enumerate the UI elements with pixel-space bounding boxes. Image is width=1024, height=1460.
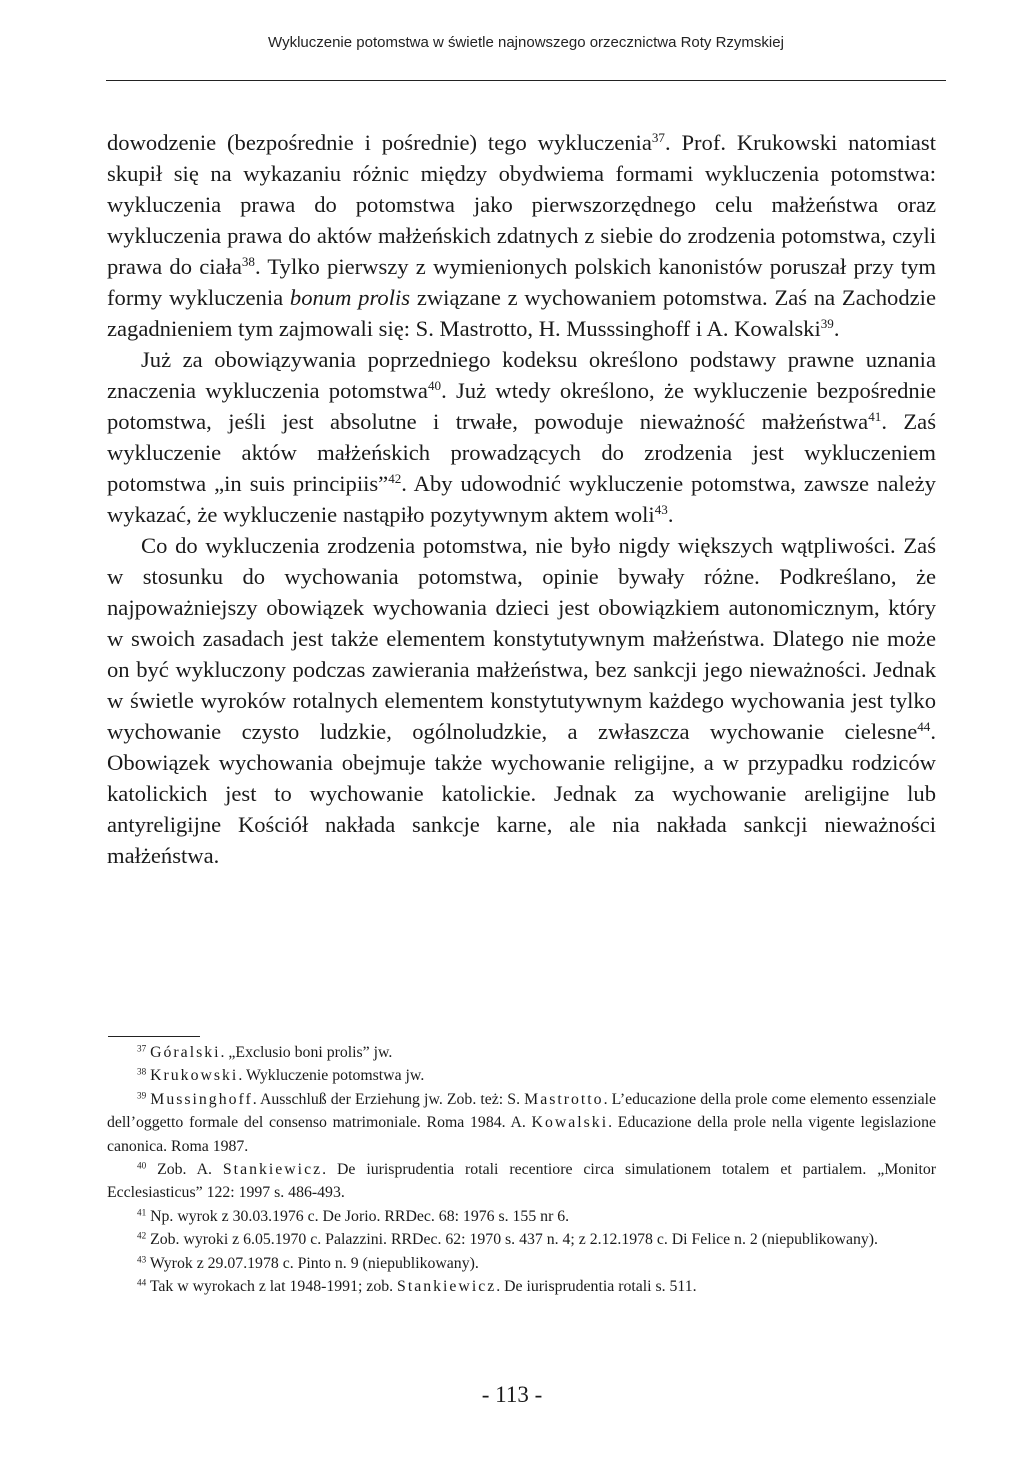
footnotes <box>107 1041 936 1298</box>
text-run: . <box>667 502 674 527</box>
paragraph-1 <box>107 127 936 344</box>
footnote-number: 42 <box>137 1230 147 1241</box>
footnote-text: . Ausschluß der Erziehung jw. Zob. też: S. <box>252 1090 525 1108</box>
text-run: . Już wtedy określono, że wykluczenie bezpośrednie potomstwa, jeśli jest absolutne i trwałe, powoduje nieważność małżeństwa <box>107 378 936 434</box>
footnote-text: Zob. wyroki z 6.05.1970 c. Palazzini. RRDec. 62: 1970 s. 437 n. 4; z 2.12.1978 c. Di Felice n. 2 (niepublikowany). <box>150 1231 878 1249</box>
footnote-text: . „Exclusio boni prolis” jw. <box>220 1044 393 1061</box>
text-run: dowodzenie (bezpośrednie i pośrednie) tego wykluczenia <box>107 130 652 155</box>
footnote-41 <box>107 1205 936 1228</box>
footnote-ref-44: 44 <box>917 718 931 734</box>
text-run: . Tylko pierwszy z wymienionych polskich kanonistów poruszał przy tym formy wykluczenia <box>107 254 936 310</box>
page-number: - 113 - <box>481 1382 543 1407</box>
footnote-author: Mussinghoff <box>150 1090 253 1108</box>
footnote-number: 40 <box>137 1160 147 1171</box>
footnote-number: 43 <box>137 1253 147 1264</box>
footnote-text: . Educazione della prole nella vigente legislazione canonica. Roma 1987. <box>107 1114 936 1155</box>
body-text <box>107 127 936 871</box>
header-rule <box>106 80 946 81</box>
footnote-text: . De iurisprudentia rotali s. 511. <box>496 1278 697 1296</box>
footnote-author: Kowalski <box>531 1114 609 1132</box>
footnote-ref-41: 41 <box>868 408 882 424</box>
footnote-author: Krukowski <box>150 1067 239 1085</box>
footnote-39 <box>107 1088 936 1158</box>
footnote-author: Stankiewicz <box>397 1278 497 1296</box>
footnote-number: 44 <box>137 1277 147 1288</box>
text-run: związane z wychowaniem potomstwa. Zaś na Zachodzie zagadnieniem tym zajmowali się: S. Mastrotto, H. Musssinghoff i A. Kowalski <box>107 285 936 341</box>
footnote-text: Tak w wyrokach z lat 1948-1991; zob. <box>149 1278 398 1296</box>
footnote-42 <box>107 1228 936 1251</box>
footnote-author: Stankiewicz <box>222 1161 323 1179</box>
footnote-number: 41 <box>137 1207 147 1218</box>
footnote-ref-39: 39 <box>820 315 834 331</box>
text-run: Co do wykluczenia zrodzenia potomstwa, nie było nigdy większych wątpliwości. Zaś w stosunku do wychowania potomstwa, opinie bywały różne. Podkreślano, że najpoważniejszy obowiązek wychowania dzieci jest obowiązkiem autonomicznym, który w swoich zasadach jest także elementem konstytutywnym małżeństwa. Dlatego nie może on być wykluczony podczas zawierania małżeństwa, bez sankcji jego nieważności. Jednak w świetle wyroków rotalnych elementem konstytutywnym każdego wychowania jest tylko wychowanie czysto ludzkie, ogólnoludzkie, a zwłaszcza wychowanie cielesne <box>107 533 936 744</box>
text-run: . Aby udowodnić wykluczenie potomstwa, zawsze należy wykazać, że wykluczenie nastąpiło pozytywnym aktem woli <box>107 471 936 527</box>
footnote-number: 39 <box>137 1090 147 1101</box>
text-run: . <box>833 316 840 341</box>
footnote-separator <box>108 1036 200 1037</box>
footnote-text: . L’educazione della prole come elemento essenziale dell’oggetto formale del consenso matrimoniale. Roma 1984. A. <box>107 1090 937 1132</box>
footnote-ref-43: 43 <box>654 501 668 517</box>
paragraph-2 <box>107 344 936 530</box>
footnote-text: . Wykluczenie potomstwa jw. <box>238 1067 425 1085</box>
text-run: Już za obowiązywania poprzedniego kodeksu określono podstawy prawne uznania znaczenia wykluczenia potomstwa <box>107 347 936 403</box>
footnote-40 <box>107 1158 936 1205</box>
footnote-ref-38: 38 <box>241 253 255 269</box>
footnote-author: Mastrotto <box>524 1090 604 1108</box>
text-run: . Prof. Krukowski natomiast skupił się na wykazaniu różnic między obydwiema formami wykluczenia potomstwa: wykluczenia prawa do potomstwa jako pierwszorzędnego celu małżeństwa oraz wykluczenia prawa do aktów małżeńskich zdatnych z siebie do zrodzenia potomstwa, czyli prawa do ciała <box>107 130 936 279</box>
text-run: . Obowiązek wychowania obejmuje także wychowanie religijne, a w przypadku rodziców katolickich jest to wychowanie katolickie. Jednak za wychowanie areligijne lub antyreligijne Kościół nakłada sankcje karne, ale nia nakłada sankcji nieważności małżeństwa. <box>107 719 936 868</box>
footnote-text: Wyrok z 29.07.1978 c. Pinto n. 9 (niepublikowany). <box>149 1254 479 1272</box>
footnote-ref-40: 40 <box>427 377 442 393</box>
footnote-ref-42: 42 <box>388 470 402 486</box>
footnote-44 <box>107 1275 936 1298</box>
footnote-ref-37: 37 <box>651 129 665 145</box>
footnote-38 <box>107 1064 936 1087</box>
footnote-43 <box>107 1252 936 1275</box>
footnote-author: Góralski <box>150 1044 221 1061</box>
footnote-37 <box>107 1041 936 1064</box>
footnote-number: 37 <box>137 1043 147 1054</box>
footnote-text: . De iurisprudentia rotali recentiore circa simulationem totalem et partialem. „Monitor Ecclesiasticus” 122: 1997 s. 486-493. <box>107 1161 937 1202</box>
footnote-text: Zob. A. <box>157 1161 223 1179</box>
footnote-text: Np. wyrok z 30.03.1976 c. De Jorio. RRDec. 68: 1976 s. 155 nr 6. <box>150 1207 570 1225</box>
text-run: . Zaś wykluczenie aktów małżeńskich prowadzących do zrodzenia jest wykluczeniem potomstwa „in suis principiis” <box>107 409 936 496</box>
italic-term: bonum prolis <box>289 285 411 310</box>
paragraph-3 <box>107 530 936 871</box>
footnote-number: 38 <box>137 1066 147 1077</box>
running-header: Wykluczenie potomstwa w świetle najnowszego orzecznictwa Roty Rzymskiej <box>268 34 784 51</box>
